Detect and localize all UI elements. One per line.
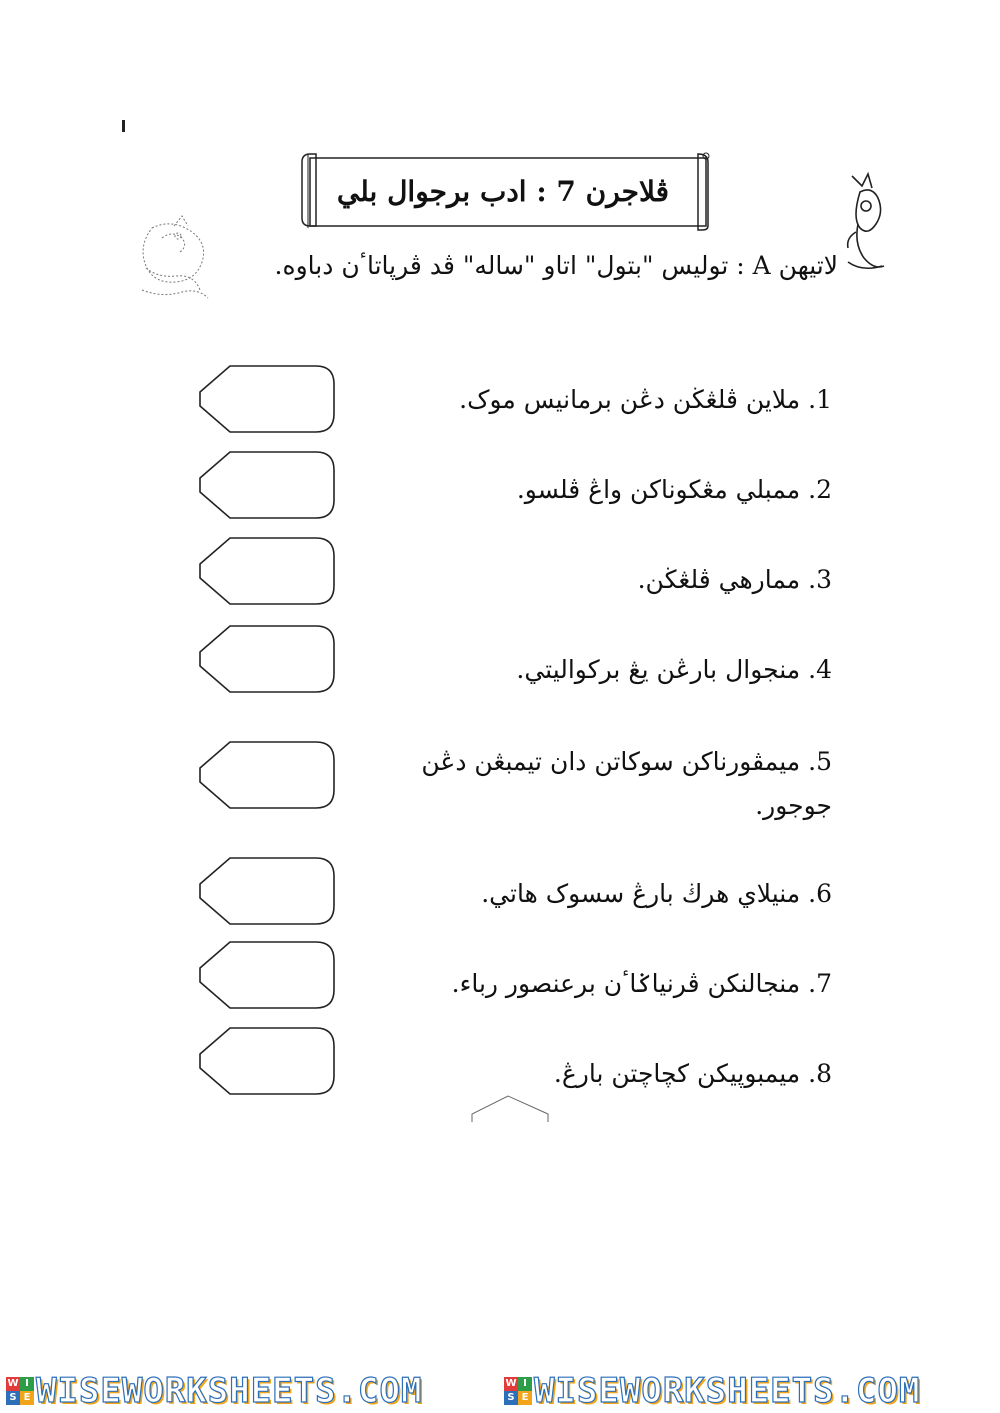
statement-text: ميمڤورناکن سوکاتن دان تيمبڠن دڠن جوجور. bbox=[421, 747, 832, 820]
page-title: ڤلاجرن 7 : ادب برجوال بلي bbox=[336, 175, 670, 208]
answer-box-3[interactable] bbox=[198, 536, 338, 606]
answer-box-1[interactable] bbox=[198, 364, 338, 434]
statement-number: 2. bbox=[808, 475, 832, 504]
answer-box-8[interactable] bbox=[198, 1026, 338, 1096]
statement-number: 1. bbox=[808, 385, 832, 414]
statement-number: 5. bbox=[808, 747, 832, 776]
statement-text: منجوال بارڠن يڠ بركواليتي. bbox=[516, 655, 801, 684]
statement-number: 8. bbox=[808, 1059, 832, 1088]
statement-number: 7. bbox=[808, 969, 832, 998]
statement-8 bbox=[380, 1052, 832, 1096]
statement-text: ممارهي ڤلڠڬن. bbox=[637, 565, 801, 594]
footer-watermark bbox=[0, 1372, 1000, 1410]
statement-text: ميمبوپيکن کچاچتن بارڠ. bbox=[553, 1059, 801, 1088]
statement-number: 6. bbox=[808, 879, 832, 908]
title-banner bbox=[298, 150, 714, 232]
statement-text: منجالنکن ڤرنياݢاٴن برعنصور رباء. bbox=[451, 969, 801, 998]
logo-badge-icon: W I S E bbox=[504, 1377, 532, 1405]
statement-4 bbox=[380, 648, 832, 692]
corner-mark bbox=[122, 120, 125, 132]
answer-box-7[interactable] bbox=[198, 940, 338, 1010]
statement-2 bbox=[380, 468, 832, 512]
logo-text: WISEWORKSHEETS.COM bbox=[36, 1371, 423, 1411]
answer-box-4[interactable] bbox=[198, 624, 338, 694]
answer-box-6[interactable] bbox=[198, 856, 338, 926]
mascot-sketch-icon bbox=[838, 162, 888, 280]
logo-badge-icon: W I S E bbox=[6, 1377, 34, 1405]
statement-number: 4. bbox=[808, 655, 832, 684]
statement-6 bbox=[380, 872, 832, 916]
statement-text: ممبلي مڠكوناکن واڠ ڤلسو. bbox=[516, 475, 801, 504]
statement-text: منيلاي هرڬ بارڠ سسوک هاتي. bbox=[481, 879, 801, 908]
answer-box-5[interactable] bbox=[198, 740, 338, 810]
page-corner-mark-icon bbox=[470, 1094, 550, 1124]
statement-5 bbox=[380, 740, 832, 828]
statement-1 bbox=[380, 378, 832, 422]
instruction-text: لاتيهن A : توليس "بتول" اتاو "ساله" ڤد ڤرپاتاٴن دباوه. bbox=[274, 251, 838, 280]
answer-box-2[interactable] bbox=[198, 450, 338, 520]
bird-sketch-icon bbox=[132, 208, 216, 306]
wiseworksheets-logo bbox=[504, 1372, 920, 1410]
statement-7 bbox=[380, 962, 832, 1006]
wiseworksheets-logo bbox=[6, 1372, 422, 1410]
logo-text: WISEWORKSHEETS.COM bbox=[534, 1371, 921, 1411]
statement-number: 3. bbox=[808, 565, 832, 594]
statement-text: ملاين ڤلڠڬن دڠن برمانيس موک. bbox=[459, 385, 801, 414]
statement-3 bbox=[380, 558, 832, 602]
